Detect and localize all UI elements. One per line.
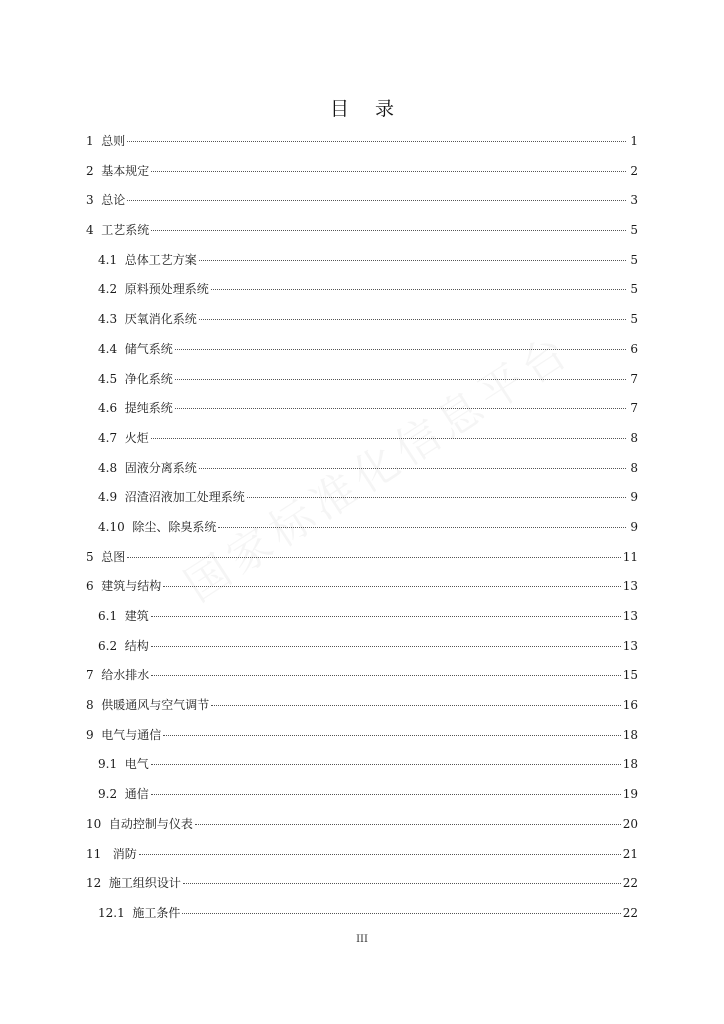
toc-entry[interactable] — [86, 191, 638, 221]
toc-entry[interactable] — [86, 785, 638, 815]
toc-entry[interactable] — [86, 459, 638, 489]
toc-entry[interactable] — [86, 904, 638, 934]
dot-leader — [247, 497, 626, 498]
toc-entry-page: 1 — [630, 134, 638, 148]
table-of-contents — [86, 132, 638, 934]
toc-entry-page: 13 — [622, 579, 638, 594]
toc-entry-title: 9 电气与通信 — [86, 727, 162, 742]
toc-entry[interactable] — [86, 251, 638, 281]
dot-leader — [151, 794, 621, 795]
toc-entry-title: 4.2 原料预处理系统 — [98, 282, 209, 297]
dot-leader — [151, 171, 626, 172]
toc-entry-title: 4 工艺系统 — [86, 223, 150, 238]
toc-entry-page: 5 — [630, 312, 638, 327]
toc-entry-title: 4.6 提纯系统 — [98, 401, 173, 416]
toc-entry-page: 5 — [630, 252, 638, 267]
toc-entry-title: 4.4 储气系统 — [98, 341, 173, 356]
dot-leader — [175, 408, 626, 409]
toc-entry[interactable] — [86, 845, 638, 875]
toc-entry-page: 15 — [622, 668, 638, 683]
toc-entry[interactable] — [86, 429, 638, 459]
dot-leader — [199, 260, 626, 261]
toc-title: 目 录 — [329, 98, 405, 120]
dot-leader — [151, 764, 621, 765]
toc-entry[interactable] — [86, 488, 638, 518]
toc-entry-title: 9.1 电气 — [98, 757, 149, 772]
toc-entry[interactable] — [86, 370, 638, 400]
toc-entry[interactable] — [86, 310, 638, 340]
dot-leader — [218, 527, 626, 528]
toc-entry[interactable] — [86, 577, 638, 607]
toc-entry-title: 12 施工组织设计 — [86, 876, 181, 891]
toc-entry[interactable] — [86, 815, 638, 845]
toc-entry-page: 5 — [630, 223, 638, 238]
dot-leader — [199, 319, 626, 320]
dot-leader — [175, 349, 626, 350]
dot-leader — [211, 289, 626, 290]
dot-leader — [151, 230, 626, 231]
dot-leader — [195, 824, 621, 825]
toc-entry[interactable] — [86, 132, 638, 162]
toc-entry-page: 20 — [622, 816, 638, 831]
toc-entry-page: 5 — [630, 282, 638, 297]
toc-entry-page: 7 — [630, 371, 638, 386]
toc-entry-page: 18 — [622, 757, 638, 772]
toc-entry-title: 4.9 沼渣沼液加工处理系统 — [98, 490, 245, 505]
toc-entry-title: 8 供暖通风与空气调节 — [86, 698, 210, 713]
dot-leader — [151, 646, 621, 647]
dot-leader — [175, 379, 626, 380]
toc-entry-page: 22 — [622, 876, 638, 891]
toc-entry-page: 7 — [630, 401, 638, 416]
dot-leader — [151, 675, 620, 676]
toc-entry-page: 8 — [630, 430, 638, 445]
toc-entry-title: 3 总论 — [86, 193, 126, 208]
toc-entry-page: 9 — [630, 490, 638, 505]
toc-entry-page: 22 — [622, 905, 638, 920]
toc-entry[interactable] — [86, 637, 638, 667]
toc-entry-title: 4.8 固液分离系统 — [98, 460, 197, 475]
toc-entry-title: 1 总则 — [86, 134, 126, 148]
dot-leader — [127, 557, 620, 558]
toc-entry-title: 6.2 结构 — [98, 638, 149, 653]
toc-entry-page: 2 — [630, 163, 638, 178]
dot-leader — [183, 883, 621, 884]
toc-entry-page: 13 — [622, 609, 638, 623]
toc-entry[interactable] — [86, 696, 638, 726]
toc-entry[interactable] — [86, 755, 638, 785]
toc-entry-page: 16 — [622, 698, 638, 713]
toc-entry-title: 4.7 火炬 — [98, 430, 149, 445]
toc-entry-title: 11 消防 — [86, 846, 137, 861]
toc-entry-page: 6 — [630, 341, 638, 356]
toc-entry[interactable] — [86, 280, 638, 310]
toc-entry-title: 9.2 通信 — [98, 787, 149, 802]
toc-entry-page: 21 — [622, 846, 638, 861]
dot-leader — [151, 616, 621, 617]
toc-entry[interactable] — [86, 162, 638, 192]
toc-entry[interactable] — [86, 666, 638, 696]
dot-leader — [139, 854, 621, 855]
toc-entry-page: 8 — [630, 460, 638, 475]
toc-entry-title: 12.1 施工条件 — [98, 905, 181, 920]
page-number: III — [356, 934, 368, 945]
toc-entry-title: 10 自动控制与仪表 — [86, 816, 193, 831]
toc-entry-page: 19 — [622, 787, 638, 802]
dot-leader — [163, 586, 620, 587]
toc-entry[interactable] — [86, 548, 638, 578]
dot-leader — [211, 705, 620, 706]
toc-entry-page: 3 — [630, 193, 638, 208]
toc-entry-title: 4.5 净化系统 — [98, 371, 173, 386]
dot-leader — [163, 735, 620, 736]
toc-entry-title: 2 基本规定 — [86, 163, 150, 178]
toc-entry-title: 4.3 厌氧消化系统 — [98, 312, 197, 327]
dot-leader — [127, 141, 626, 142]
toc-entry-title: 4.10 除尘、除臭系统 — [98, 519, 217, 534]
toc-entry[interactable] — [86, 518, 638, 548]
dot-leader — [182, 913, 620, 914]
toc-entry-page: 18 — [622, 727, 638, 742]
toc-entry-title: 5 总图 — [86, 549, 126, 564]
toc-entry-title: 4.1 总体工艺方案 — [98, 252, 197, 267]
toc-entry[interactable] — [86, 221, 638, 251]
dot-leader — [199, 468, 626, 469]
dot-leader — [151, 438, 626, 439]
toc-entry[interactable] — [86, 607, 638, 637]
toc-entry-title: 6 建筑与结构 — [86, 579, 162, 594]
toc-entry[interactable] — [86, 726, 638, 756]
toc-entry[interactable] — [86, 399, 638, 429]
dot-leader — [127, 200, 626, 201]
toc-entry-page: 9 — [630, 519, 638, 534]
toc-entry-page: 13 — [622, 638, 638, 653]
toc-entry[interactable] — [86, 340, 638, 370]
toc-entry-title: 6.1 建筑 — [98, 609, 149, 623]
toc-entry-title: 7 给水排水 — [86, 668, 150, 683]
toc-entry[interactable] — [86, 874, 638, 904]
toc-entry-page: 11 — [622, 549, 638, 564]
